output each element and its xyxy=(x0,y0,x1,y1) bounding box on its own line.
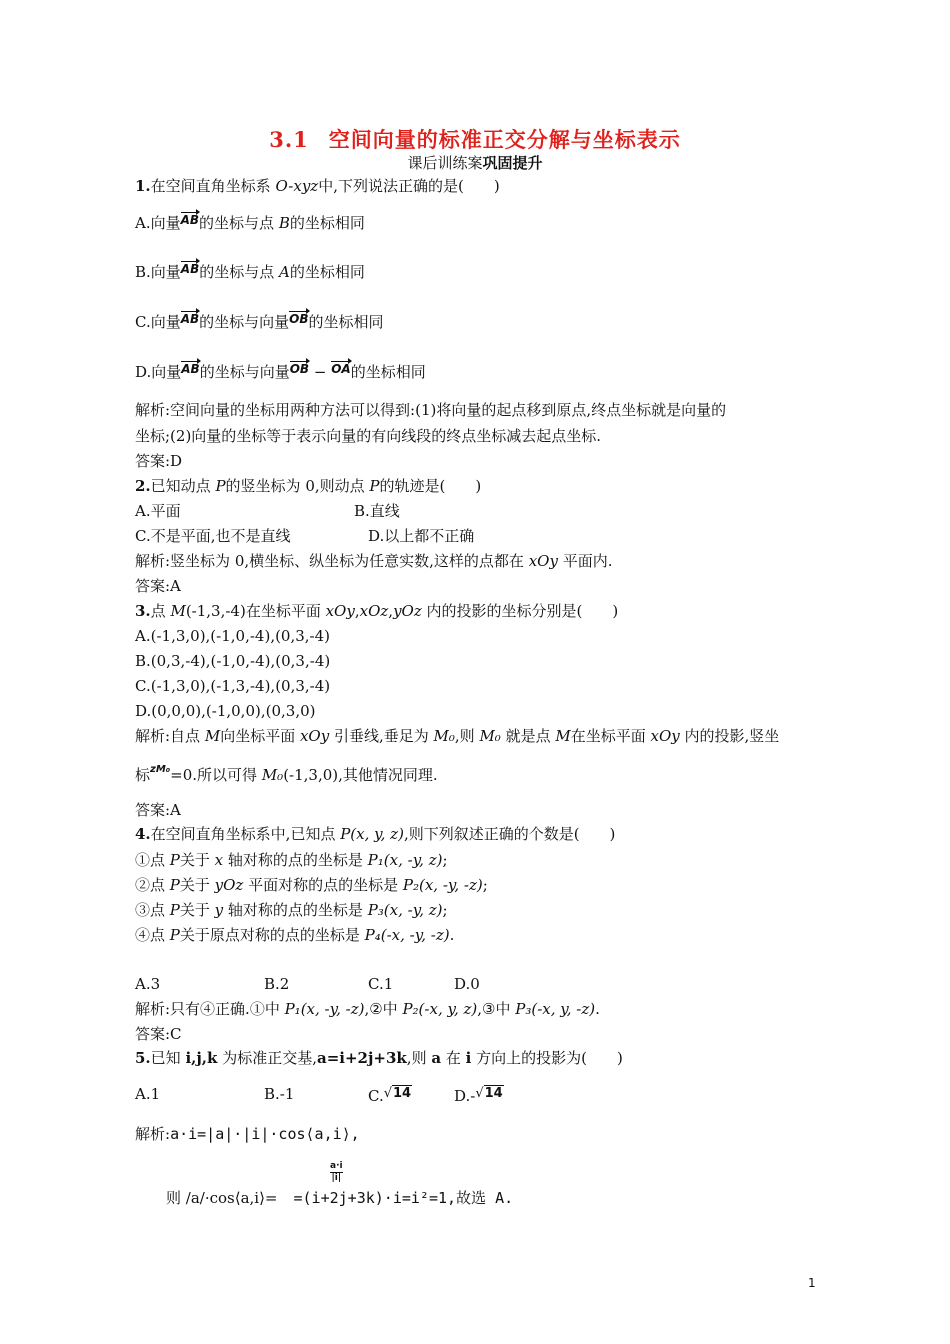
q5-option-a: A.1 xyxy=(135,1085,161,1103)
q3-an2-a: 标 xyxy=(135,766,151,784)
q5-stem-b: 为标准正交基, xyxy=(217,1049,317,1067)
q1-optC-b: 的坐标与向量 xyxy=(199,313,290,331)
q3-an2-b: =0.所以可得 xyxy=(170,766,262,784)
q4-s2-p: P xyxy=(169,876,180,894)
q3-number: 3. xyxy=(135,602,151,620)
q1-stem-text-b: 中,下列说法正确的是( ) xyxy=(318,177,500,195)
vector-ab: AB xyxy=(181,362,200,376)
q3-stem-b: (-1,3,-4)在坐标平面 xyxy=(185,602,326,620)
q4-s1-v: x xyxy=(214,851,224,869)
q3-an2-v: M₀ xyxy=(261,766,284,784)
q5-option-c xyxy=(368,1084,412,1106)
q3-stem-c: 内的投影的坐标分别是( ) xyxy=(421,602,619,620)
q5-stem xyxy=(135,1048,623,1068)
q4-an-a: 解析:只有④正确.①中 xyxy=(135,1000,285,1018)
q4-stem-a: 在空间直角坐标系中,已知点 xyxy=(150,825,341,843)
vector-ob: OB xyxy=(289,312,309,326)
q4-an-v3: P₃(-x, y, -z) xyxy=(515,1000,596,1018)
q5-an2-b: =(i+2j+3k)·i=i²=1,故选 A. xyxy=(293,1189,514,1207)
q1-optA-var: B xyxy=(278,214,290,232)
q4-statement-4 xyxy=(135,925,454,945)
q4-s1-p: P xyxy=(169,851,180,869)
q4-s2-v: yOz xyxy=(214,876,244,894)
q4-number: 4. xyxy=(135,825,151,843)
q4-s1-c: 轴对称的点的坐标是 xyxy=(223,851,368,869)
q3-an-a: 解析:自点 xyxy=(135,727,205,745)
q3-an-v5: M xyxy=(555,727,571,745)
q1-stem xyxy=(135,176,500,196)
q3-an-v4: M₀ xyxy=(479,727,501,745)
q5-an-b: a·i=|a|·|i|·cos⟨a,i⟩, xyxy=(170,1125,360,1143)
q4-analysis xyxy=(135,999,600,1019)
q5-optC-radicand: 14 xyxy=(393,1086,412,1101)
q1-option-b xyxy=(135,261,365,282)
q5-optC-label: C. xyxy=(368,1087,384,1105)
q3-stem-a: 点 xyxy=(150,602,171,620)
q4-s2-r: P₂(x, -y, -z) xyxy=(402,876,483,894)
q3-option-b: B.(0,3,-4),(-1,0,-4),(0,3,-4) xyxy=(135,652,331,670)
q2-analysis-a: 解析:竖坐标为 0,横坐标、纵坐标为任意实数,这样的点都在 xyxy=(135,552,529,570)
q4-s2-b: 关于 xyxy=(179,876,215,894)
q1-optA-b: 的坐标与点 xyxy=(199,214,279,232)
q2-option-c: C.不是平面,也不是直线 xyxy=(135,527,291,545)
q4-an-v2: P₂(-x, y, z) xyxy=(402,1000,478,1018)
q1-stem-var: O-xyz xyxy=(275,177,319,195)
q1-optB-b: 的坐标与点 xyxy=(199,263,280,281)
q4-statement-2 xyxy=(135,875,488,895)
q4-an-c: ,③中 xyxy=(477,1000,516,1018)
q3-analysis-line1 xyxy=(135,726,779,746)
q1-option-c xyxy=(135,311,384,332)
q2-analysis xyxy=(135,551,612,571)
q3-an-e: 就是点 xyxy=(500,727,556,745)
page-title xyxy=(0,124,950,154)
q4-s3-d: ; xyxy=(442,901,448,919)
q4-s4-p: P xyxy=(169,926,180,944)
q4-s4-r: P₄(-x, -y, -z) xyxy=(364,926,450,944)
q1-optB-a: B.向量 xyxy=(135,263,181,281)
q4-stem xyxy=(135,824,615,844)
q2-stem xyxy=(135,476,481,496)
q1-optD-a: D.向量 xyxy=(135,363,182,381)
q3-an-v2: xOy xyxy=(299,727,330,745)
q1-optA-a: A.向量 xyxy=(135,214,181,232)
q3-an-f: 在坐标平面 xyxy=(570,727,651,745)
q4-s3-r: P₃(x, -y, z) xyxy=(367,901,443,919)
q3-answer: 答案:A xyxy=(135,801,181,819)
q2-option-d: D.以上都不正确 xyxy=(368,527,475,545)
q4-option-c: C.1 xyxy=(368,975,394,993)
q5-analysis-line1 xyxy=(135,1124,360,1144)
q5-optD-label: D.- xyxy=(454,1087,476,1105)
q4-option-b: B.2 xyxy=(264,975,290,993)
q5-stem-d: 在 xyxy=(441,1049,466,1067)
fraction xyxy=(330,1161,343,1184)
q5-stem-e: 方向上的投影为( ) xyxy=(471,1049,623,1067)
q4-option-a: A.3 xyxy=(135,975,161,993)
q5-stem-c: ,则 xyxy=(406,1049,432,1067)
q3-option-c: C.(-1,3,0),(-1,3,-4),(0,3,-4) xyxy=(135,677,331,695)
q2-analysis-b: 平面内. xyxy=(557,552,613,570)
fraction-numerator: a·i xyxy=(330,1161,343,1171)
q4-statement-3 xyxy=(135,900,448,920)
q4-statement-1 xyxy=(135,850,448,870)
q4-stem-b: ,则下列叙述正确的个数是( ) xyxy=(403,825,616,843)
q1-option-d xyxy=(135,361,426,382)
q5-stem-i: i xyxy=(465,1049,472,1067)
q3-an-c: 引垂线,垂足为 xyxy=(329,727,434,745)
q4-stem-var: P(x, y, z) xyxy=(340,825,404,843)
q1-analysis-line1: 解析:空间向量的坐标用两种方法可以得到:(1)将向量的起点移到原点,终点坐标就是向量的 xyxy=(135,401,727,419)
q1-optC-c: 的坐标相同 xyxy=(308,313,384,331)
q4-an-d: . xyxy=(595,1000,600,1018)
q4-s1-r: P₁(x, -y, z) xyxy=(367,851,443,869)
vector-ab: AB xyxy=(180,262,200,276)
q3-stem-sep1: , xyxy=(354,602,360,620)
q3-stem-sep2: , xyxy=(388,602,394,620)
q5-optD-radicand: 14 xyxy=(484,1086,503,1101)
q5-an2-a: 则 /a/·cos⟨a,i⟩= xyxy=(166,1189,278,1207)
section-number: 3.1 xyxy=(269,127,309,152)
q4-s2-a: ②点 xyxy=(135,876,170,894)
q5-stem-a2: a xyxy=(431,1049,442,1067)
q2-answer: 答案:A xyxy=(135,577,181,595)
q1-optC-a: C.向量 xyxy=(135,313,181,331)
q4-s1-b: 关于 xyxy=(179,851,215,869)
q3-option-d: D.(0,0,0),(-1,0,0),(0,3,0) xyxy=(135,702,316,720)
q4-s3-a: ③点 xyxy=(135,901,170,919)
q4-s3-v: y xyxy=(214,901,224,919)
q3-stem-v3: yOz xyxy=(393,602,422,620)
q1-optA-c: 的坐标相同 xyxy=(289,214,365,232)
q2-option-b: B.直线 xyxy=(354,502,400,520)
q4-an-b: ,②中 xyxy=(364,1000,403,1018)
q2-stem-a: 已知动点 xyxy=(150,477,216,495)
q1-stem-text-a: 在空间直角坐标系 xyxy=(150,177,276,195)
q3-analysis-line2 xyxy=(135,760,438,785)
q3-an2-c: (-1,3,0),其他情况同理. xyxy=(283,766,438,784)
q4-s4-b: 关于原点对称的点的坐标是 xyxy=(179,926,365,944)
q5-stem-eq: a=i+2j+3k xyxy=(316,1049,407,1067)
q3-an-d: ,则 xyxy=(454,727,480,745)
q3-stem-v2: xOz xyxy=(359,602,389,620)
q1-number: 1. xyxy=(135,177,151,195)
q2-stem-b: 的竖坐标为 0,则动点 xyxy=(225,477,370,495)
q1-answer: 答案:D xyxy=(135,452,183,470)
page-subtitle xyxy=(0,152,950,173)
q5-stem-basis: i,j,k xyxy=(185,1049,218,1067)
q2-stem-c: 的轨迹是( ) xyxy=(379,477,482,495)
q5-number: 5. xyxy=(135,1049,151,1067)
q4-option-d: D.0 xyxy=(454,975,480,993)
q2-option-a: A.平面 xyxy=(135,502,181,520)
q4-an-v1: P₁(x, -y, -z) xyxy=(284,1000,365,1018)
q1-option-a xyxy=(135,212,365,233)
subtitle-prefix: 课后训练案 xyxy=(407,154,483,172)
q2-stem-var2: P xyxy=(369,477,380,495)
q2-analysis-var: xOy xyxy=(528,552,558,570)
subtitle-bold: 巩固提升 xyxy=(482,154,543,172)
q4-s3-c: 轴对称的点的坐标是 xyxy=(223,901,368,919)
sqrt-symbol: √14 xyxy=(383,1086,412,1101)
minus-sign: − xyxy=(309,363,332,381)
q2-number: 2. xyxy=(135,477,151,495)
q5-analysis-line2 xyxy=(166,1188,513,1208)
q3-an-g: 内的投影,竖坐 xyxy=(679,727,780,745)
page-number: 1 xyxy=(808,1276,816,1290)
q4-s2-d: ; xyxy=(482,876,488,894)
q3-stem-var: M xyxy=(170,602,186,620)
sqrt-symbol: √14 xyxy=(475,1086,503,1101)
q4-s1-a: ①点 xyxy=(135,851,170,869)
q1-optD-b: 的坐标与向量 xyxy=(199,363,290,381)
vector-ob: OB xyxy=(289,362,310,376)
section-title: 空间向量的标准正交分解与坐标表示 xyxy=(328,127,681,152)
q3-stem-v1: xOy xyxy=(325,602,355,620)
vector-oa: OA xyxy=(331,362,351,376)
q4-s2-c: 平面对称的点的坐标是 xyxy=(243,876,403,894)
vector-ab: AB xyxy=(180,312,200,326)
q4-s4-d: . xyxy=(449,926,455,944)
q5-stem-a: 已知 xyxy=(150,1049,186,1067)
q1-optB-c: 的坐标相同 xyxy=(289,263,365,281)
q4-s1-d: ; xyxy=(442,851,448,869)
q3-an-b: 向坐标平面 xyxy=(220,727,300,745)
q3-an-v: M xyxy=(204,727,221,745)
q4-s4-a: ④点 xyxy=(135,926,170,944)
q5-option-d xyxy=(454,1084,504,1106)
q3-option-a: A.(-1,3,0),(-1,0,-4),(0,3,-4) xyxy=(135,627,331,645)
q3-an-v6: xOy xyxy=(650,727,680,745)
q4-answer: 答案:C xyxy=(135,1025,182,1043)
q3-stem xyxy=(135,601,618,621)
q5-an-a: 解析: xyxy=(135,1125,171,1143)
q4-s3-b: 关于 xyxy=(179,901,215,919)
q1-analysis-line2: 坐标;(2)向量的坐标等于表示向量的有向线段的终点坐标减去起点坐标. xyxy=(135,427,602,445)
q3-an2-symbol: zM₀ xyxy=(150,764,171,775)
q1-optB-var: A xyxy=(279,263,290,281)
fraction-denominator: |i| xyxy=(331,1173,342,1183)
q3-an-v3: M₀ xyxy=(433,727,455,745)
q2-stem-var: P xyxy=(215,477,226,495)
q4-s3-p: P xyxy=(169,901,180,919)
q1-optD-c: 的坐标相同 xyxy=(350,363,426,381)
q5-option-b: B.-1 xyxy=(264,1085,295,1103)
vector-ab: AB xyxy=(180,213,200,227)
